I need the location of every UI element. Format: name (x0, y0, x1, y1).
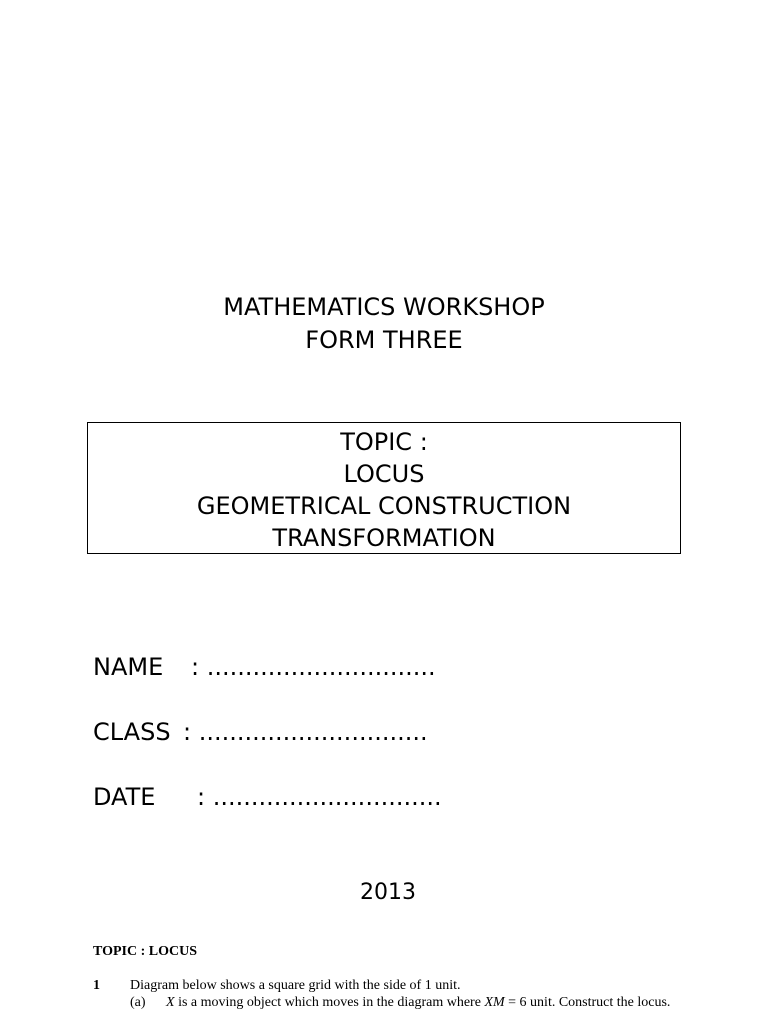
topic-box-line: TOPIC : (340, 428, 428, 456)
class-colon: : (183, 718, 192, 746)
name-field (93, 652, 436, 682)
section-heading: TOPIC : LOCUS (93, 944, 197, 959)
cover-title-line-1: MATHEMATICS WORKSHOP (223, 293, 545, 321)
class-field (93, 717, 428, 747)
name-blank: .............................. (206, 653, 436, 681)
topic-box-line: TRANSFORMATION (272, 524, 496, 552)
cover-title-line-2: FORM THREE (305, 326, 463, 354)
name-colon: : (191, 653, 200, 681)
date-colon: : (197, 783, 206, 811)
topic-box-line: LOCUS (343, 460, 425, 488)
question-part-text-1: is a moving object which moves in the diagram where (174, 995, 485, 1010)
variable-x: X (166, 995, 175, 1010)
topic-box-line: GEOMETRICAL CONSTRUCTION (196, 492, 572, 520)
class-label: CLASS (93, 718, 171, 746)
topic-box (87, 422, 681, 554)
class-blank: .............................. (198, 718, 428, 746)
variable-xm: XM (484, 995, 505, 1010)
question-intro: Diagram below shows a square grid with the side of 1 unit. (130, 978, 461, 993)
question-part-label: (a) (130, 995, 146, 1010)
year: 2013 (360, 880, 416, 905)
question-number: 1 (93, 978, 100, 993)
date-blank: .............................. (212, 783, 442, 811)
name-label: NAME (93, 653, 164, 681)
date-label: DATE (93, 783, 156, 811)
question-part-text-2: = 6 unit. Construct the locus. (504, 995, 671, 1010)
date-field (93, 782, 442, 812)
question-part-text (166, 994, 675, 1011)
